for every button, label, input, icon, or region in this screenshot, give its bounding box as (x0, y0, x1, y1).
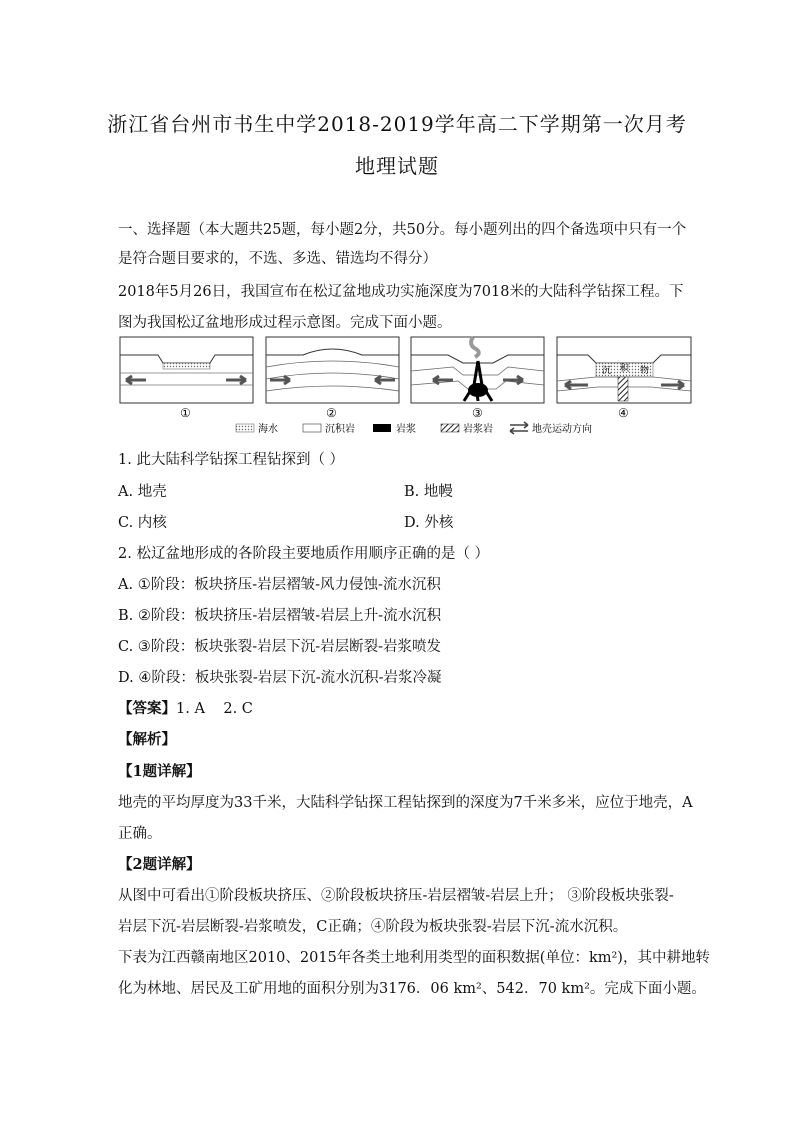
q2-option-a: A. ①阶段：板块挤压-岩层褶皱-风力侵蚀-流水沉积 (118, 577, 441, 593)
analysis-q2-heading: 【2题详解】 (118, 856, 201, 873)
passage2-line-2: 化为林地、居民及工矿用地的面积分别为3176．06 km²、542．70 km²。完成下面小题。 (118, 981, 706, 997)
legend-magma: 岩浆 (396, 424, 416, 435)
legend-sedimentary-rock: 沉积岩 (325, 424, 355, 435)
q1-option-d: D. 外核 (404, 515, 454, 531)
panel-1-label: ① (180, 406, 191, 420)
legend-arrow-icon (510, 422, 528, 434)
panel-3-label: ③ (472, 406, 483, 420)
answer-text: 1. A 2. C (176, 701, 253, 717)
analysis-label: 【解析】 (118, 731, 176, 748)
section-heading-line-2: 是符合题目要求的，不选、多选、错选均不得分） (118, 251, 437, 267)
analysis-q1-heading: 【1题详解】 (118, 763, 201, 780)
legend-seawater: 海水 (258, 424, 278, 435)
panel-4-label: ④ (618, 406, 629, 420)
document-subtitle: 地理试题 (355, 154, 439, 178)
panel-4 (557, 337, 691, 420)
legend (236, 422, 592, 435)
section-heading-line-1: 一、选择题（本大题共25题，每小题2分，共50分。每小题列出的四个备选项中只有一个 (118, 222, 687, 238)
legend-igneous-rock: 岩浆岩 (463, 424, 493, 435)
analysis-q1-line-2: 正确。 (118, 826, 162, 842)
passage1-line-1: 2018年5月26日，我国宣布在松辽盆地成功实施深度为7018米的大陆科学钻探工程。下 (118, 284, 684, 300)
legend-seawater-swatch (236, 424, 254, 432)
q1-option-c: C. 内核 (118, 515, 167, 531)
panel-3 (411, 337, 544, 420)
q1-option-a: A. 地壳 (118, 484, 167, 500)
legend-crust-movement: 地壳运动方向 (532, 424, 592, 435)
panel-2-label: ② (326, 406, 337, 420)
panel-1 (120, 337, 253, 420)
legend-igneous-swatch (441, 424, 459, 432)
sediment-label-2: 积 (620, 364, 630, 374)
legend-magma-swatch (373, 424, 391, 432)
sediment-label-3: 物 (640, 366, 650, 376)
document-title: 浙江省台州市书生中学2018-2019学年高二下学期第一次月考 (107, 112, 687, 136)
passage2-line-1: 下表为江西赣南地区2010、2015年各类土地利用类型的面积数据(单位：km²)，其中耕地转 (118, 950, 710, 966)
analysis-q2-line-2: 岩层下沉-岩层断裂-岩浆喷发，C正确；④阶段为板块张裂-岩层下沉-流水沉积。 (118, 919, 628, 935)
q2-option-c: C. ③阶段：板块张裂-岩层下沉-岩层断裂-岩浆喷发 (118, 639, 441, 655)
sediment-label-1: 沉 (602, 366, 612, 376)
q2-option-d: D. ④阶段：板块张裂-岩层下沉-流水沉积-岩浆冷凝 (118, 670, 442, 686)
answer-label: 【答案】 (118, 700, 176, 717)
panel-2 (266, 337, 399, 420)
passage1-line-2: 图为我国松辽盆地形成过程示意图。完成下面小题。 (118, 315, 452, 331)
analysis-q1-line-1: 地壳的平均厚度为33千米，大陆科学钻探工程钻探到的深度为7千米多米，应位于地壳，A (118, 795, 693, 811)
q2-stem: 2. 松辽盆地形成的各阶段主要地质作用顺序正确的是（ ） (118, 546, 490, 562)
answer-line (118, 697, 253, 718)
q2-option-b: B. ②阶段：板块挤压-岩层褶皱-岩层上升-流水沉积 (118, 608, 442, 624)
analysis-q2-line-1: 从图中可看出①阶段板块挤压、②阶段板块挤压-岩层褶皱-岩层上升； ③阶段板块张裂- (118, 888, 674, 904)
legend-sedimentary-swatch (303, 424, 321, 432)
basin-formation-figure (118, 335, 696, 437)
q1-stem: 1. 此大陆科学钻探工程钻探到（ ） (118, 452, 345, 468)
q1-option-b: B. 地幔 (404, 484, 453, 500)
